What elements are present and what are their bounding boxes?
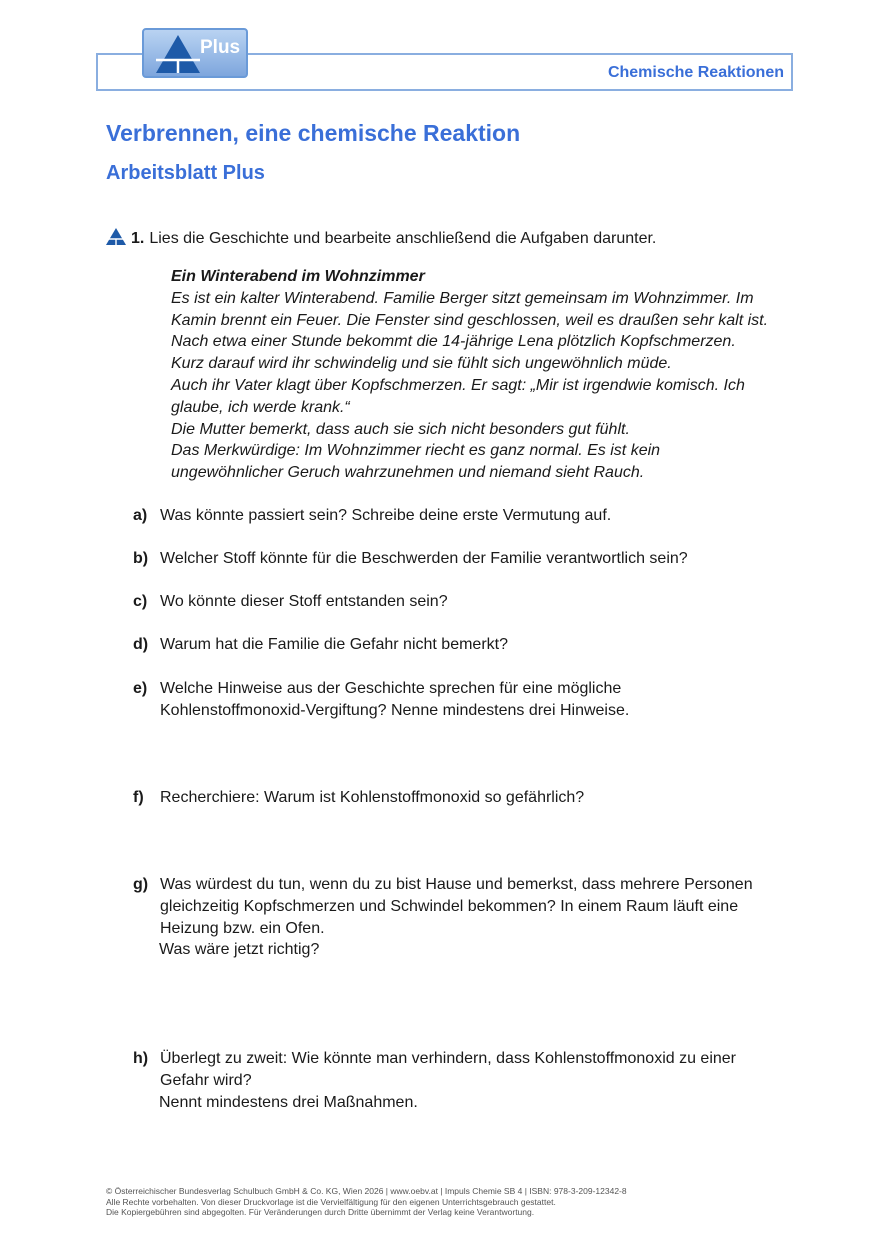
story-title: Ein Winterabend im Wohnzimmer	[171, 268, 425, 285]
question-letter: e)	[133, 680, 148, 697]
footer-line: Alle Rechte vorbehalten. Von dieser Druckvorlage ist die Vervielfältigung für den eigenen Unterrichtsgebrauch gestattet.	[106, 1196, 556, 1207]
story-line: Das Merkwürdige: Im Wohnzimmer riecht es ganz normal. Es ist kein	[171, 442, 661, 460]
story-block	[171, 266, 811, 484]
question-text: Kohlenstoffmonoxid-Vergiftung? Nenne mindestens drei Hinweise.	[160, 701, 630, 719]
question-a	[133, 505, 793, 527]
question-f	[133, 787, 793, 809]
question-e	[133, 678, 793, 722]
question-text: Wo könnte dieser Stoff entstanden sein?	[160, 593, 448, 610]
story-line: ungewöhnlicher Geruch wahrzunehmen und niemand sieht Rauch.	[171, 464, 645, 482]
task-text: Lies die Geschichte und bearbeite anschließend die Aufgaben darunter.	[149, 230, 657, 247]
question-letter: f)	[133, 789, 144, 806]
question-letter: h)	[133, 1050, 149, 1067]
question-text: Was wäre jetzt richtig?	[159, 941, 320, 959]
story-line: Kurz darauf wird ihr schwindelig und sie fühlt sich ungewöhnlich müde.	[171, 355, 672, 373]
triangle-logo-icon	[154, 33, 202, 75]
footer-line: © Österreichischer Bundesverlag Schulbuch GmbH & Co. KG, Wien 2026 | www.oebv.at | Impuls Chemie SB 4 | ISBN: 978-3-209-12342-8	[106, 1186, 627, 1196]
question-text: Heizung bzw. ein Ofen.	[160, 919, 325, 937]
question-letter: g)	[133, 876, 149, 893]
question-letter: a)	[133, 507, 148, 524]
page-title: Verbrennen, eine chemische Reaktion	[106, 120, 521, 146]
question-b	[133, 548, 793, 570]
story-line: Die Mutter bemerkt, dass auch sie sich nicht besonders gut fühlt.	[171, 420, 630, 438]
story-line: glaube, ich werde krank.“	[171, 398, 350, 416]
task-instruction	[106, 228, 656, 249]
question-g	[133, 874, 793, 961]
question-text: Recherchiere: Warum ist Kohlenstoffmonoxid so gefährlich?	[160, 789, 585, 806]
question-c	[133, 591, 793, 613]
question-letter: d)	[133, 636, 149, 653]
story-line: Es ist ein kalter Winterabend. Familie Berger sitzt gemeinsam im Wohnzimmer. Im	[171, 289, 754, 307]
footer-line: Die Kopiergebühren sind abgegolten. Für Veränderungen durch Dritte übernimmt der Verlag keine Verantwortung.	[106, 1207, 535, 1217]
story-line: Auch ihr Vater klagt über Kopfschmerzen. Er sagt: „Mir ist irgendwie komisch. Ich	[171, 376, 745, 394]
logo-text: Plus	[200, 37, 241, 58]
question-text: Warum hat die Familie die Gefahr nicht bemerkt?	[160, 636, 508, 653]
question-letter: c)	[133, 593, 148, 610]
question-text: Welche Hinweise aus der Geschichte sprechen für eine mögliche	[160, 680, 622, 697]
question-h	[133, 1048, 793, 1113]
task-number: 1.	[131, 230, 145, 247]
question-text: Welcher Stoff könnte für die Beschwerden der Familie verantwortlich sein?	[160, 550, 688, 567]
question-letter: b)	[133, 550, 149, 567]
plus-logo	[142, 28, 248, 78]
question-text: Was könnte passiert sein? Schreibe deine erste Vermutung auf.	[160, 507, 612, 524]
question-text: Nennt mindestens drei Maßnahmen.	[159, 1093, 418, 1111]
question-text: gleichzeitig Kopfschmerzen und Schwindel bekommen? In einem Raum läuft eine	[160, 897, 739, 915]
triangle-task-icon	[106, 228, 126, 245]
question-d	[133, 634, 793, 656]
question-text: Überlegt zu zweit: Wie könnte man verhindern, dass Kohlenstoffmonoxid zu einer	[160, 1050, 737, 1067]
page-subtitle: Arbeitsblatt Plus	[106, 162, 265, 184]
copyright-footer	[106, 1186, 627, 1218]
story-line: Nach etwa einer Stunde bekommt die 14-jährige Lena plötzlich Kopfschmerzen.	[171, 333, 736, 351]
question-text: Gefahr wird?	[160, 1071, 252, 1089]
question-text: Was würdest du tun, wenn du zu bist Hause und bemerkst, dass mehrere Personen	[160, 876, 753, 893]
chapter-label: Chemische Reaktionen	[607, 64, 784, 81]
story-line: Kamin brennt ein Feuer. Die Fenster sind geschlossen, weil es draußen sehr kalt ist.	[171, 311, 769, 329]
